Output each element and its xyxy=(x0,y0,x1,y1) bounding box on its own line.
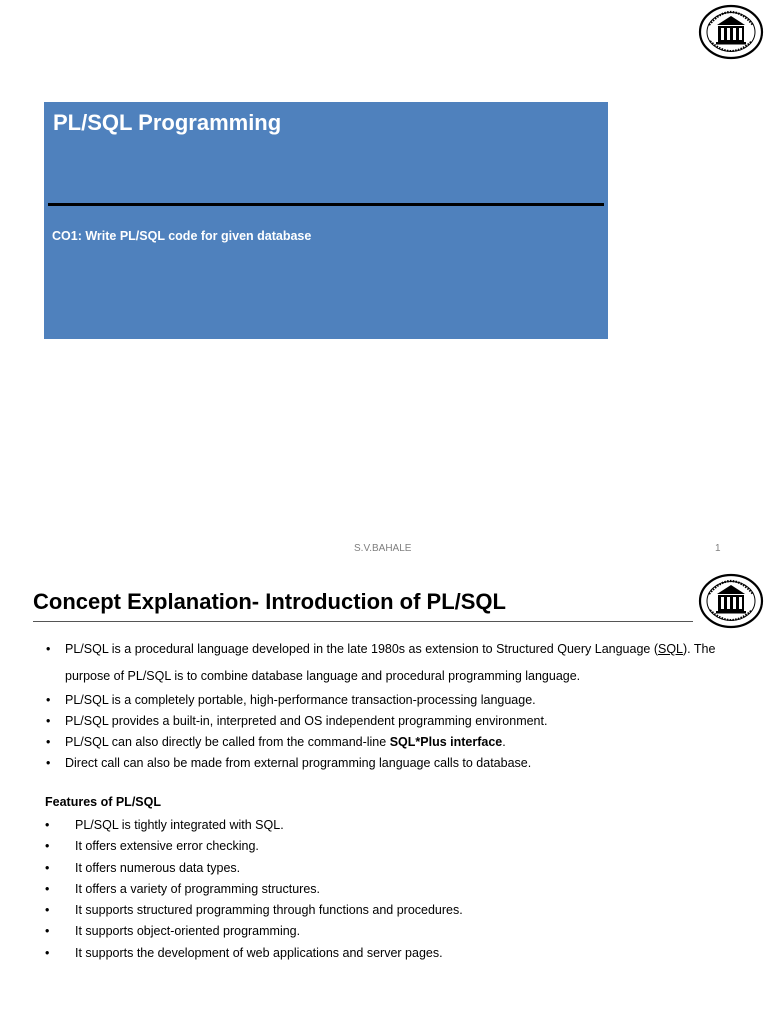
sql-link[interactable]: SQL xyxy=(658,642,684,656)
list-item: • It supports the development of web applications and server pages. xyxy=(45,943,725,964)
footer-author: S.V.BAHALE xyxy=(354,543,412,554)
intro-bullet-list xyxy=(44,636,744,774)
list-item: • It offers numerous data types. xyxy=(45,858,725,879)
msbte-seal-icon xyxy=(698,3,764,61)
page-number: 1 xyxy=(715,543,721,554)
title-divider xyxy=(48,203,604,206)
msbte-seal-icon xyxy=(698,572,764,630)
slide-title: Concept Explanation- Introduction of PL/SQL xyxy=(33,589,506,614)
features-heading: Features of PL/SQL xyxy=(45,795,161,809)
list-item: • Direct call can also be made from external programming language calls to database. xyxy=(44,753,744,774)
course-outcome: CO1: Write PL/SQL code for given database xyxy=(52,229,312,243)
title-underline xyxy=(33,621,693,622)
list-item: • PL/SQL is tightly integrated with SQL. xyxy=(45,815,725,836)
list-item: • It offers extensive error checking. xyxy=(45,836,725,857)
list-item: • It supports structured programming through functions and procedures. xyxy=(45,900,725,921)
list-item: • PL/SQL provides a built-in, interpreted and OS independent programming environment. xyxy=(44,711,744,732)
features-list xyxy=(45,815,725,964)
list-item: • PL/SQL can also directly be called from the command-line SQL*Plus interface. xyxy=(44,732,744,753)
title-box xyxy=(44,102,608,339)
list-item: • It supports object-oriented programming. xyxy=(45,921,725,942)
slide-title: PL/SQL Programming xyxy=(53,110,282,135)
list-item: • PL/SQL is a completely portable, high-performance transaction-processing language. xyxy=(44,690,744,711)
slide-2 xyxy=(0,566,768,1024)
list-item: • It offers a variety of programming structures. xyxy=(45,879,725,900)
list-item: • PL/SQL is a procedural language developed in the late 1980s as extension to Structured Query Language (SQL). The purpose of PL/SQL is to combine database language and procedural programming language. xyxy=(44,636,744,690)
